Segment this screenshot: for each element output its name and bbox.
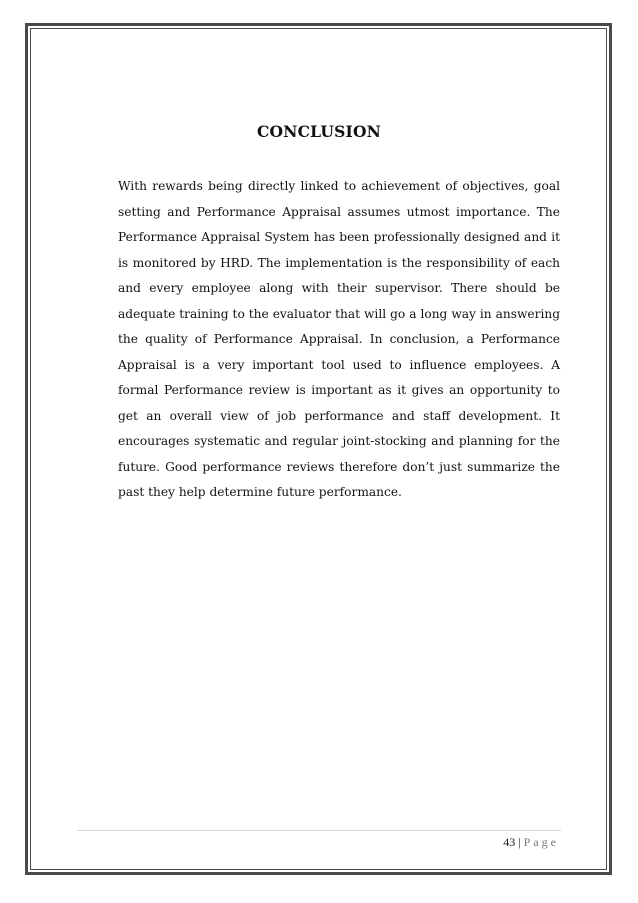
footer-divider (77, 830, 561, 831)
page-label: Page (523, 835, 559, 849)
body-paragraph: With rewards being directly linked to achievement of objectives, goal setting and Performance Appraisal assumes utmost importance. The Performance Appraisal System has been professionally designed and it is monitored by HRD. The implementation is the responsibility of each and every employee along with their supervisor. There should be adequate training to the evaluator that will go a long way in answering the quality of Performance Appraisal. In conclusion, a Performance Appraisal is a very important tool used to influence employees. A formal Performance review is important as it gives an opportunity to get an overall view of job performance and staff development. It encourages systematic and regular joint-stocking and planning for the future. Good performance reviews therefore don’t just summarize the past they help determine future performance. (118, 179, 560, 499)
section-title: CONCLUSION (256, 122, 382, 141)
footer-separator: | (518, 835, 521, 849)
page-footer (503, 835, 559, 850)
page-number: 43 (503, 835, 516, 849)
